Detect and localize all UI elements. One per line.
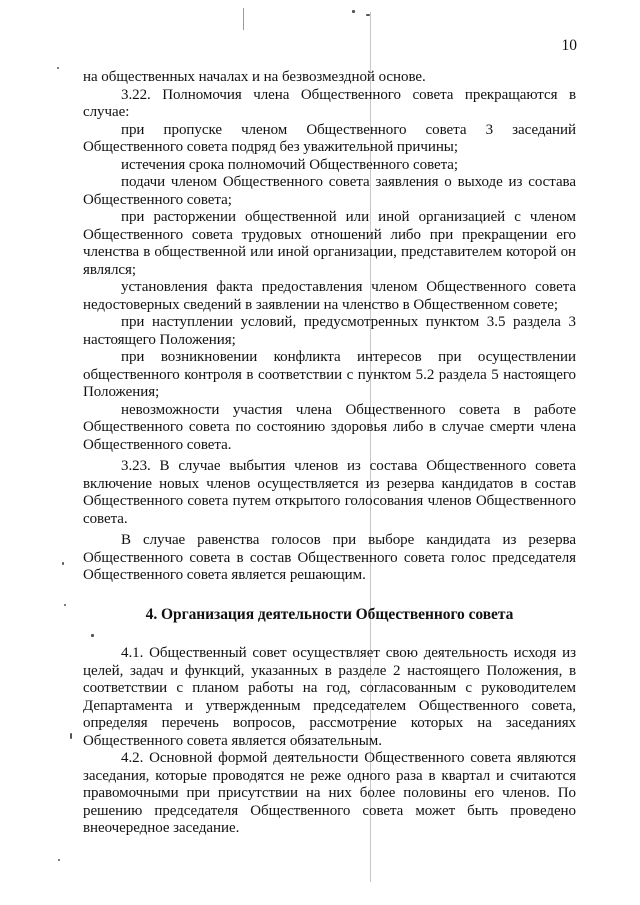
list-item-resignation: подачи членом Общественного совета заявления о выходе из состава Общественного совета; (83, 174, 576, 208)
list-item-conflict: при возникновении конфликта интересов при осуществлении общественного контроля в соответствии с пунктом 5.2 раздела 5 настоящего Положения; (83, 349, 576, 400)
scan-speck (64, 604, 66, 606)
paragraph-3-23: 3.23. В случае выбытия членов из состава Общественного совета включение новых членов осуществляется из резерва кандидатов в состав Общественного совета путем открытого голосования членов Общественного совета. (83, 458, 576, 527)
page-number: 10 (561, 37, 577, 54)
list-item-health: невозможности участия члена Общественного совета в работе Общественного совета по состоянию здоровья либо в случае смерти члена Общественного совета. (83, 401, 576, 453)
list-item-absence: при пропуске членом Общественного совета 3 заседаний Общественного совета подряд без уважительной причины; (83, 121, 576, 155)
scan-speck (70, 733, 72, 739)
paragraph-continuation: на общественных началах и на безвозмездной основе. (83, 69, 426, 85)
list-item-false-info: установления факта предоставления членом Общественного совета недостоверных сведений в заявлении на членство в Общественном совете; (83, 279, 576, 313)
list-item-term-expiry: истечения срока полномочий Общественного совета; (121, 156, 459, 173)
paragraph-4-2: 4.2. Основной формой деятельности Общественного совета являются заседания, которые проводятся не реже одного раза в квартал и считаются правомочными при присутствии на них более половины его членов. По решению председателя Общественного совета может быть проведено внеочередное заседание. (83, 750, 576, 836)
scan-speck (62, 562, 64, 565)
paragraph-4-1: 4.1. Общественный совет осуществляет свою деятельность исходя из целей, задач и функций, указанных в разделе 2 настоящего Положения, в соответствии с планом работы на год, согласованным с руководителем Департамента и утвержденным председателем Общественного совета, определяя перечень вопросов, рассмотрение которых на заседаниях Общественного совета является обязательным. (83, 645, 576, 749)
fold-line-top (243, 8, 244, 30)
list-item-conditions: при наступлении условий, предусмотренных пунктом 3.5 раздела 3 настоящего Положения; (83, 314, 576, 348)
paragraph-3-22: 3.22. Полномочия члена Общественного совета прекращаются в случае: (83, 86, 576, 120)
paragraph-tie-vote: В случае равенства голосов при выборе кандидата из резерва Общественного совета в состав Общественного совета голос председателя Общественного совета является решающим. (83, 532, 576, 583)
scan-speck (57, 67, 59, 69)
scan-speck (366, 14, 370, 16)
list-item-termination: при расторжении общественной или иной организацией с членом Общественного совета трудовых отношений либо при прекращении его членства в общественной или иной организации, представителем которой он являлся; (83, 209, 576, 278)
document-body (83, 69, 576, 838)
scan-speck (352, 10, 355, 13)
scan-speck (58, 859, 60, 861)
section-heading: 4. Организация деятельности Общественного совета (145, 605, 514, 623)
